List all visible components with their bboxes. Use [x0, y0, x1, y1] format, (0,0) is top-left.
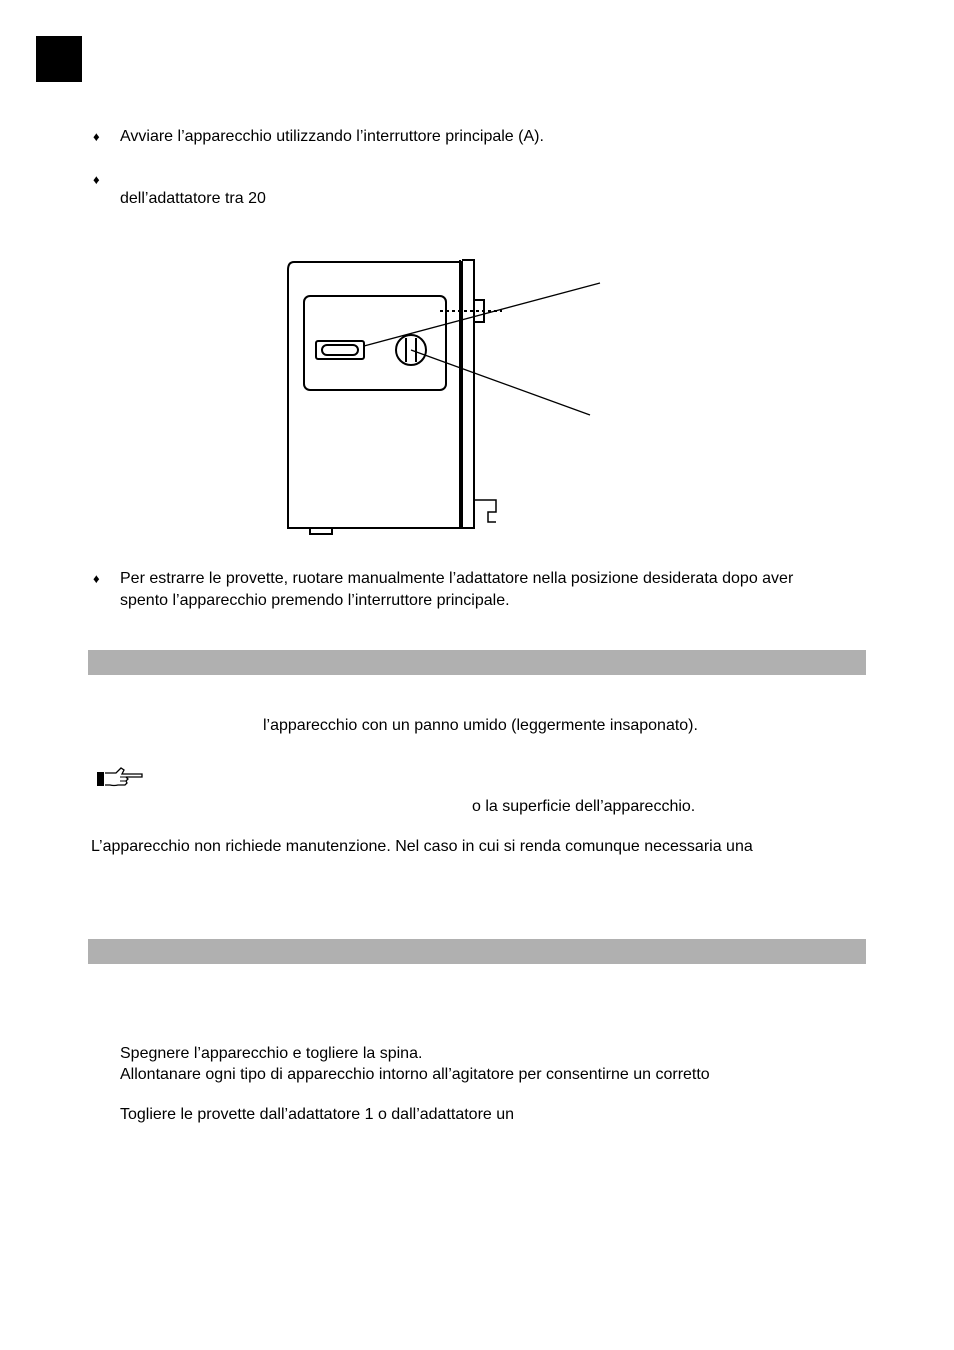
maintenance-paragraph: L’apparecchio non richiede manutenzione. Nel caso in cui si renda comunque necessaria una	[91, 838, 753, 855]
instruction-remove-tubes-line2: spento l’apparecchio premendo l’interruttore principale.	[120, 592, 510, 609]
cleaning-note: o la superficie dell’apparecchio.	[472, 798, 696, 815]
bullet-icon: ♦	[93, 129, 100, 144]
cleaning-instruction: l’apparecchio con un panno umido (leggermente insaponato).	[263, 717, 698, 734]
device-front-illustration	[270, 250, 610, 550]
bullet-icon: ♦	[93, 172, 100, 187]
instruction-adapter-speed: dell’adattatore tra 20	[120, 190, 266, 207]
procedure-step-1: Spegnere l’apparecchio e togliere la spina.	[120, 1045, 423, 1062]
instruction-remove-tubes-line1: Per estrarre le provette, ruotare manualmente l’adattatore nella posizione desiderata dopo aver	[120, 570, 794, 587]
instruction-start-device: Avviare l’apparecchio utilizzando l’interruttore principale (A).	[120, 128, 544, 145]
procedure-step-2: Allontanare ogni tipo di apparecchio intorno all’agitatore per consentirne un corretto	[120, 1066, 710, 1083]
section-header-bar-procedure	[88, 939, 866, 964]
page-corner-block	[36, 36, 82, 82]
procedure-step-3: Togliere le provette dall’adattatore 1 o dall’adattatore un	[120, 1106, 515, 1123]
section-header-bar-cleaning	[88, 650, 866, 675]
bullet-icon: ♦	[93, 571, 100, 586]
pointing-hand-icon	[96, 766, 144, 788]
